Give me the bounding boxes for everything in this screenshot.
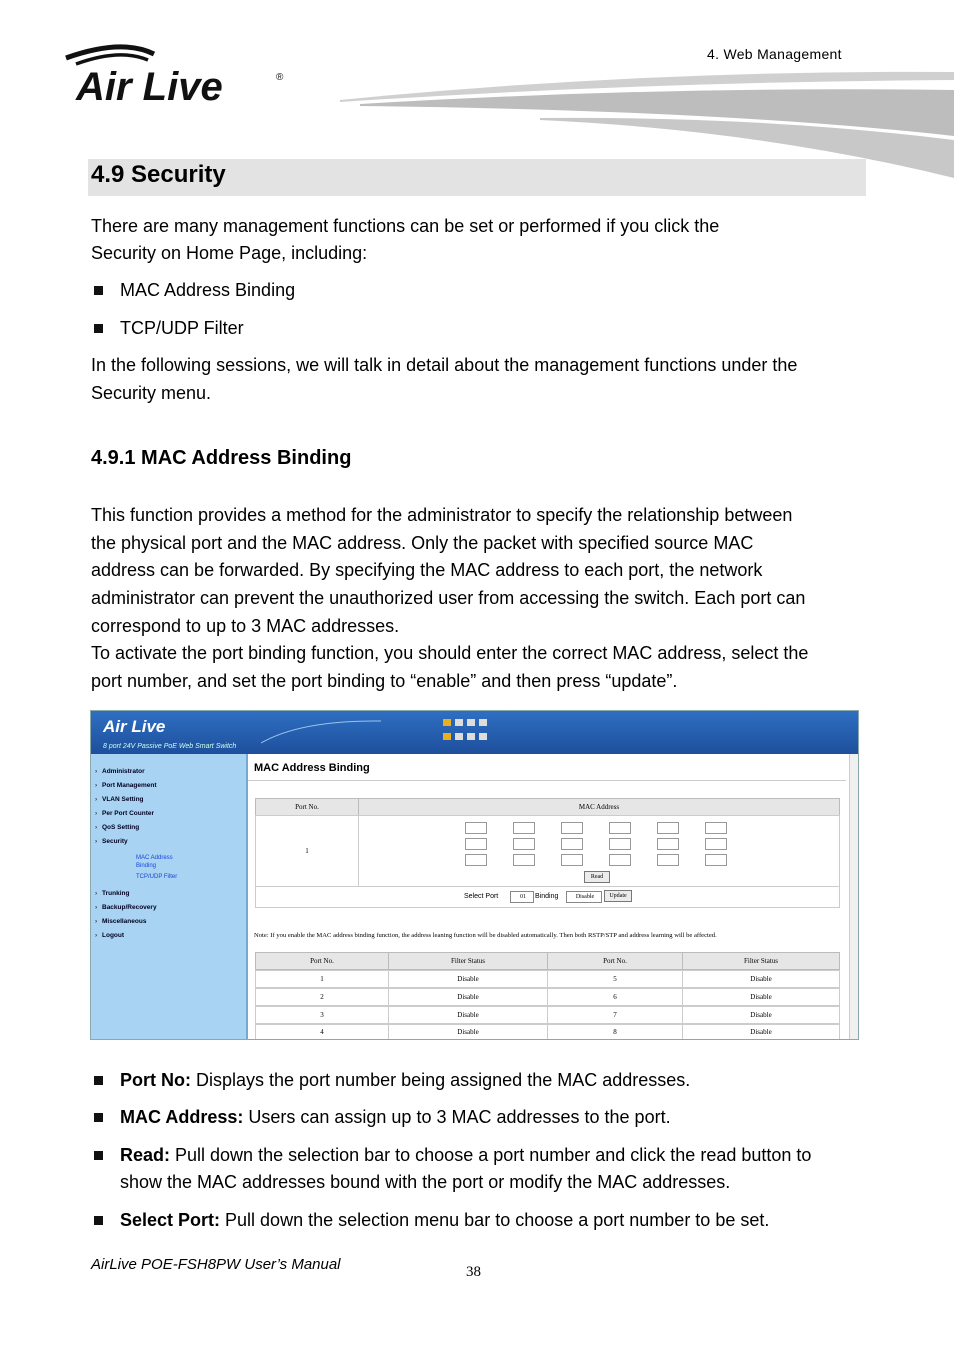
mac-binding-screenshot <box>90 710 859 1040</box>
status-cell: Disable <box>388 988 548 1006</box>
status-cell: Disable <box>682 970 840 988</box>
mac-input[interactable] <box>657 822 679 834</box>
mac-input[interactable] <box>513 854 535 866</box>
status-cell: 4 <box>255 1024 389 1040</box>
para-line: port number, and set the port binding to “enable” and then press “update”. <box>91 671 678 691</box>
desc-item <box>94 1142 890 1170</box>
binding-dropdown[interactable]: Disable <box>566 891 602 903</box>
chapter-label: 4. Web Management <box>707 46 842 62</box>
status-cell: 7 <box>547 1006 683 1024</box>
para-line: administrator can prevent the unauthorized user from accessing the switch. Each port can <box>91 588 806 608</box>
status-cell: 2 <box>255 988 389 1006</box>
status-cell: Disable <box>682 1024 840 1040</box>
status-cell: 5 <box>547 970 683 988</box>
mac-input[interactable] <box>657 854 679 866</box>
mab-title: MAC Address Binding <box>254 762 370 774</box>
desc-text: Users can assign up to 3 MAC addresses to the port. <box>243 1107 671 1127</box>
bullet-item <box>94 277 890 305</box>
select-row <box>255 886 840 908</box>
bullet-square-icon <box>94 1076 103 1085</box>
nav-item[interactable]: › Per Port Counter <box>102 810 154 817</box>
desc-item <box>94 1067 890 1095</box>
svg-text:Air Live: Air Live <box>76 65 223 109</box>
nav-subitem[interactable]: MAC Address <box>136 855 173 861</box>
status-cell: Disable <box>388 970 548 988</box>
mac-input[interactable] <box>561 854 583 866</box>
bullet-text: TCP/UDP Filter <box>120 318 244 338</box>
mac-input[interactable] <box>465 854 487 866</box>
port-leds-icon <box>439 715 495 749</box>
page-number: 38 <box>466 1264 481 1280</box>
nav-item[interactable]: › Trunking <box>102 890 129 897</box>
status-cell: 6 <box>547 988 683 1006</box>
bullet-square-icon <box>94 286 103 295</box>
desc-continuation: show the MAC addresses bound with the port or modify the MAC addresses. <box>120 1172 731 1192</box>
nav-item[interactable]: › Miscellaneous <box>102 918 146 925</box>
switch-subtitle: 8 port 24V Passive PoE Web Smart Switch <box>103 743 237 750</box>
nav-subitem[interactable]: TCP/UDP Filter <box>136 874 178 880</box>
desc-item <box>94 1104 890 1132</box>
status-cell: 1 <box>255 970 389 988</box>
mac-input[interactable] <box>609 822 631 834</box>
col-mac-header: MAC Address <box>358 798 840 816</box>
para-line: This function provides a method for the administrator to specify the relationship between <box>91 505 793 525</box>
section-title: 4.9 Security <box>91 161 226 188</box>
col-port-header: Port No. <box>255 798 359 816</box>
mac-input[interactable] <box>705 822 727 834</box>
intro-line-2: Security on Home Page, including: <box>91 243 368 263</box>
mac-input[interactable] <box>561 838 583 850</box>
status-cell: Disable <box>388 1006 548 1024</box>
switch-main <box>248 754 846 1039</box>
airlive-logo <box>62 40 292 110</box>
mac-input[interactable] <box>705 854 727 866</box>
nav-item[interactable]: › QoS Setting <box>102 824 139 831</box>
intro-line-1: There are many management functions can be set or performed if you click the <box>91 216 720 236</box>
title-divider <box>248 780 846 781</box>
select-port-dropdown[interactable]: 01 <box>510 891 534 903</box>
para-line: correspond to up to 3 MAC addresses. <box>91 616 400 636</box>
para-line: the physical port and the MAC address. Only the packet with specified source MAC <box>91 533 754 553</box>
mac-input[interactable] <box>561 822 583 834</box>
desc-text: Pull down the selection menu bar to choose a port number to be set. <box>220 1210 770 1230</box>
switch-logo: Air Live <box>103 717 166 736</box>
scrollbar[interactable] <box>849 754 858 1039</box>
mac-input[interactable] <box>705 838 727 850</box>
status-header: Port No. <box>547 952 683 970</box>
svg-text:®: ® <box>276 72 284 83</box>
status-cell: Disable <box>682 988 840 1006</box>
desc-text: Pull down the selection bar to choose a port number and click the read button to <box>170 1145 812 1165</box>
read-button[interactable]: Read <box>584 871 610 883</box>
desc-term: Select Port: <box>120 1210 221 1230</box>
desc-term: Read: <box>120 1145 171 1165</box>
nav-item[interactable]: › VLAN Setting <box>102 796 144 803</box>
binding-note: Note: If you enable the MAC address binding function, the address leaning function will be disabled automatically. Then both RSTP/STP and address learning will be affected. <box>254 932 717 939</box>
footer-manual: AirLive POE-FSH8PW User’s Manual <box>91 1256 341 1273</box>
bullet-square-icon <box>94 1113 103 1122</box>
switch-header <box>91 711 858 754</box>
bullet-text: MAC Address Binding <box>120 280 296 300</box>
bullet-square-icon <box>94 324 103 333</box>
header-curve <box>261 715 381 745</box>
after-line-2: Security menu. <box>91 383 212 403</box>
after-line-1: In the following sessions, we will talk in detail about the management functions under the <box>91 355 798 375</box>
nav-subitem[interactable]: Binding <box>136 863 157 869</box>
mac-input[interactable] <box>657 838 679 850</box>
select-port-label: Select Port <box>464 893 499 900</box>
binding-label: Binding <box>535 893 559 900</box>
mac-input[interactable] <box>609 854 631 866</box>
mac-input[interactable] <box>513 838 535 850</box>
bullet-square-icon <box>94 1216 103 1225</box>
mac-cell <box>358 815 840 887</box>
nav-item[interactable]: › Administrator <box>102 768 145 775</box>
status-header: Filter Status <box>388 952 548 970</box>
mac-input[interactable] <box>513 822 535 834</box>
nav-item[interactable]: › Security <box>102 838 128 845</box>
status-cell: 8 <box>547 1024 683 1040</box>
desc-term: Port No: <box>120 1070 191 1090</box>
status-cell: Disable <box>682 1006 840 1024</box>
nav-item[interactable]: › Port Management <box>102 782 157 789</box>
status-cell: Disable <box>388 1024 548 1040</box>
switch-nav <box>91 754 248 1039</box>
subsection-title: 4.9.1 MAC Address Binding <box>91 447 352 469</box>
desc-item <box>94 1207 890 1235</box>
nav-item[interactable]: › Backup/Recovery <box>102 904 157 911</box>
nav-item[interactable]: › Logout <box>102 932 124 939</box>
para-line: To activate the port binding function, you should enter the correct MAC address, select the <box>91 643 809 663</box>
status-header: Filter Status <box>682 952 840 970</box>
status-cell: 3 <box>255 1006 389 1024</box>
mac-input[interactable] <box>465 822 487 834</box>
port-cell: 1 <box>255 815 359 887</box>
mac-input[interactable] <box>465 838 487 850</box>
bullet-item <box>94 315 890 343</box>
update-button[interactable]: Update <box>604 890 632 902</box>
mac-input[interactable] <box>609 838 631 850</box>
desc-term: MAC Address: <box>120 1107 244 1127</box>
para-line: address can be forwarded. By specifying the MAC address to each port, the network <box>91 560 763 580</box>
desc-text: Displays the port number being assigned the MAC addresses. <box>191 1070 691 1090</box>
bullet-square-icon <box>94 1151 103 1160</box>
status-header: Port No. <box>255 952 389 970</box>
